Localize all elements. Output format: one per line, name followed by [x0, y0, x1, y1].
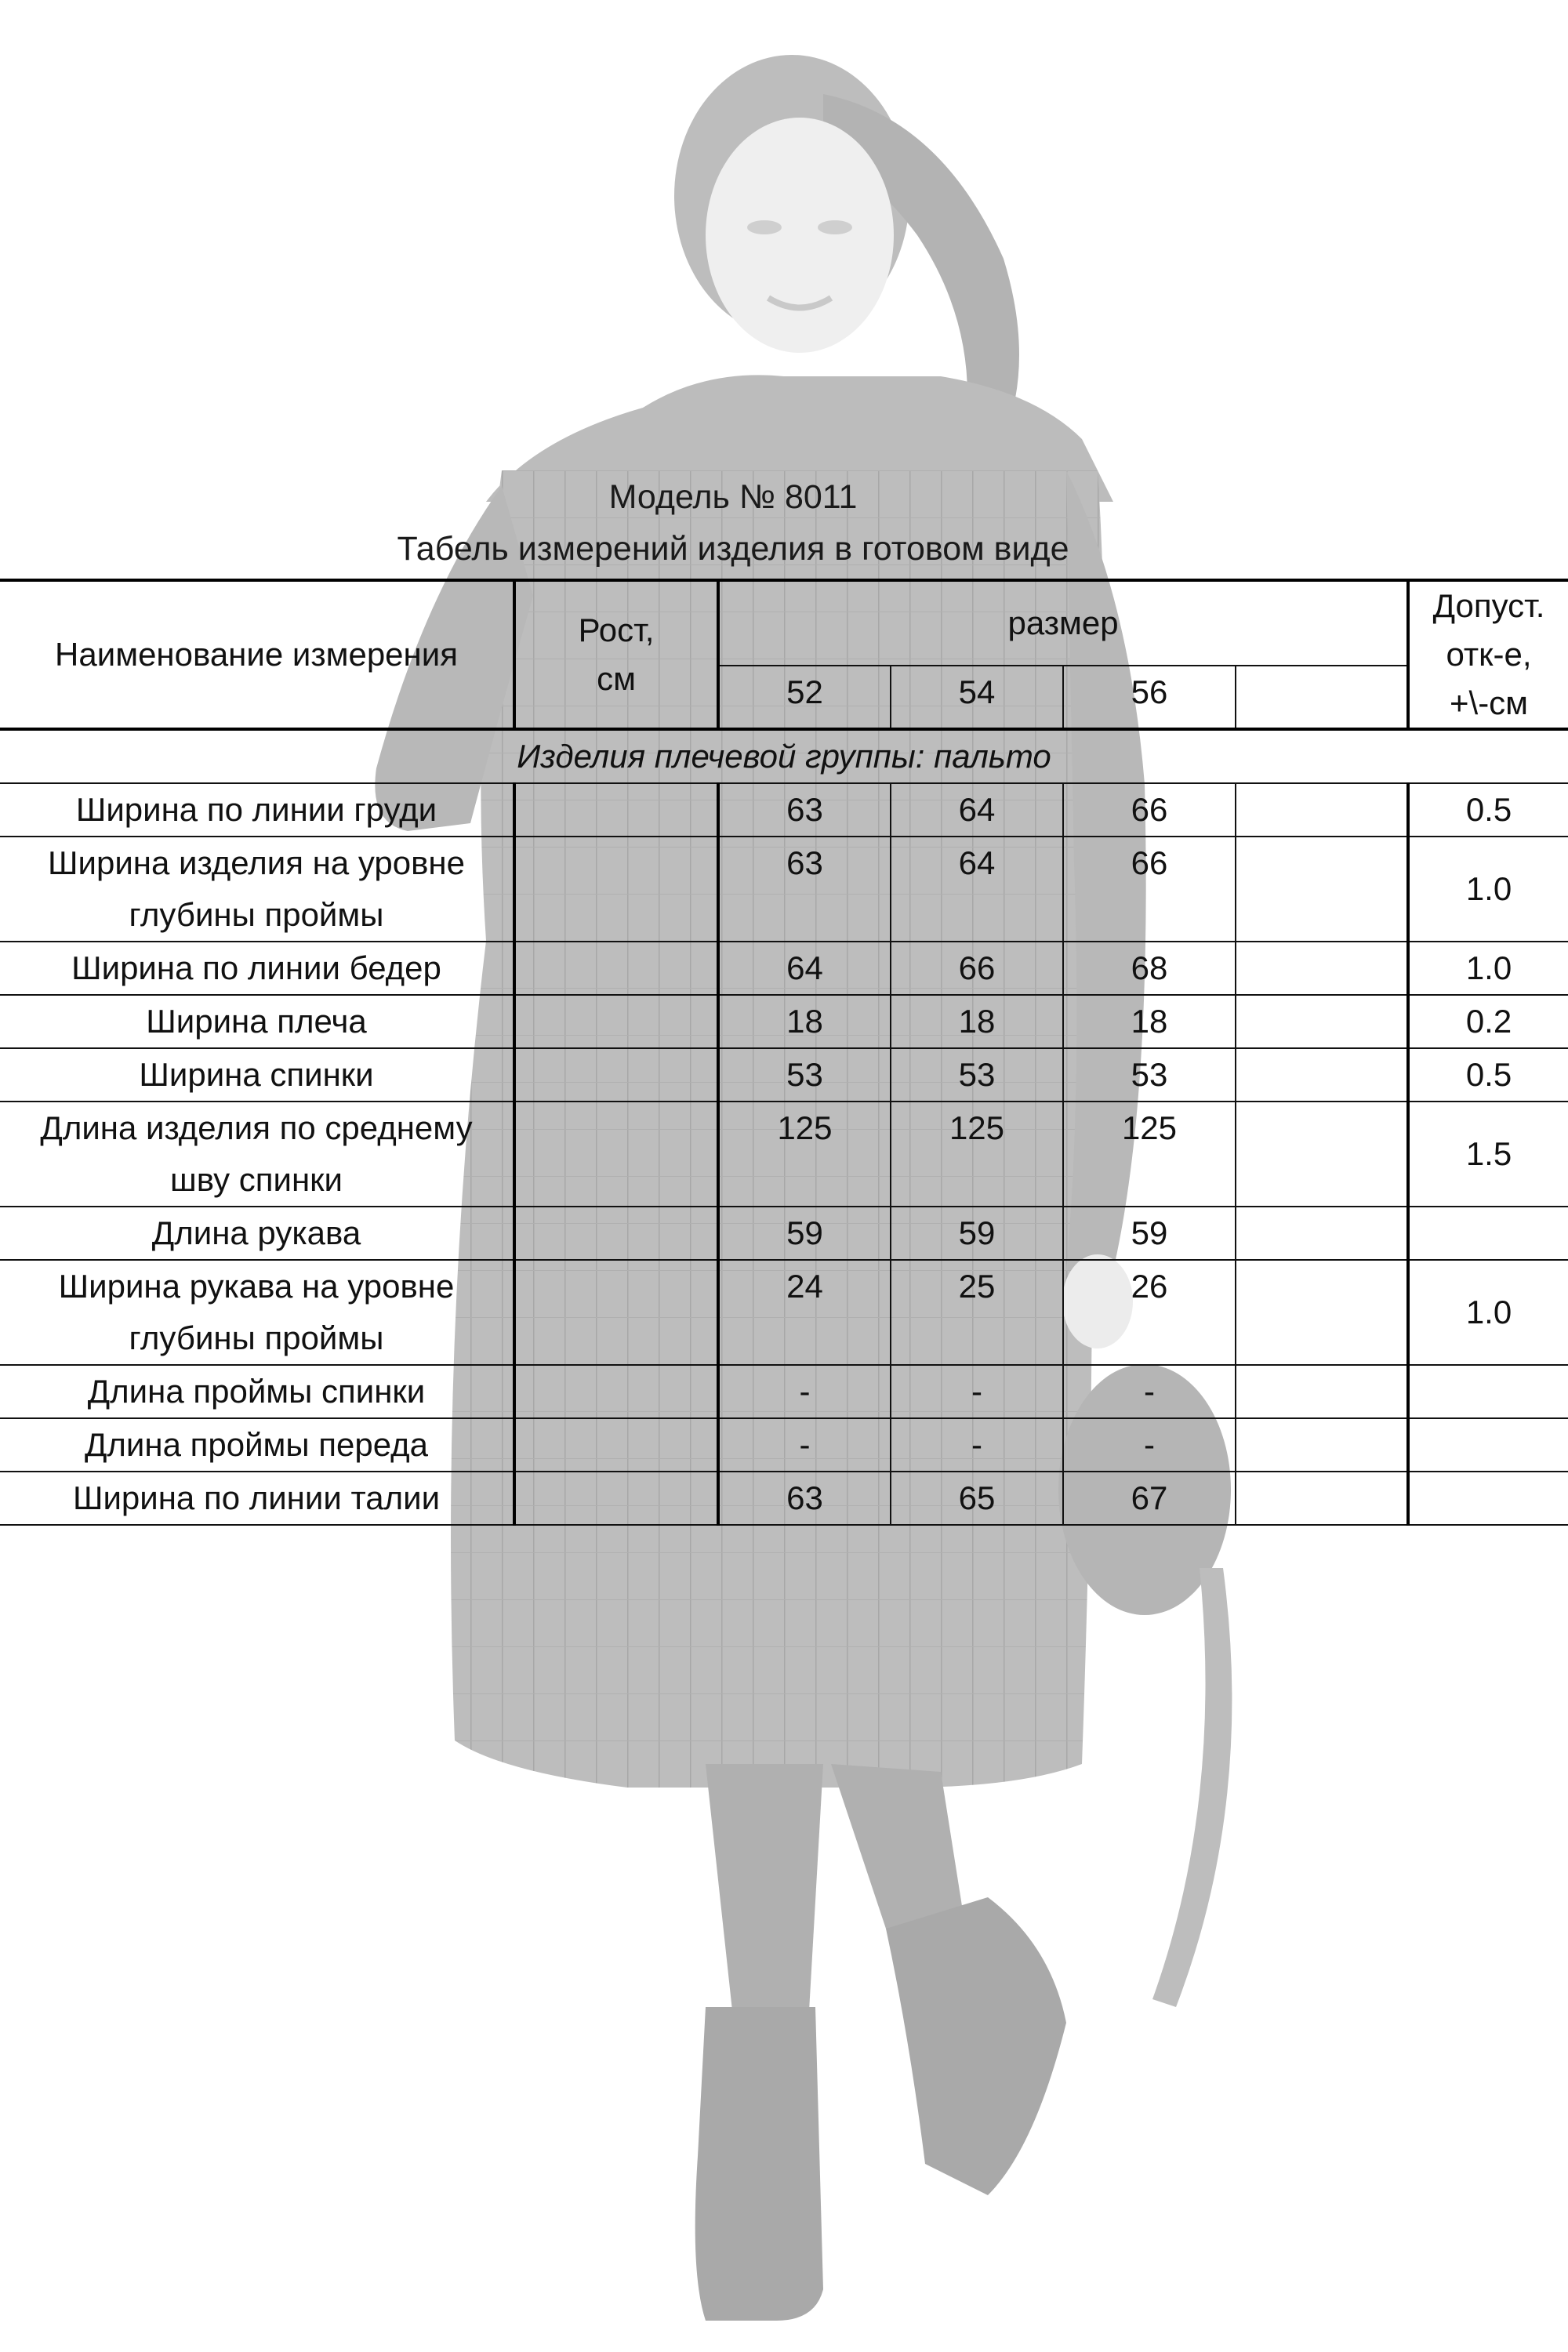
- tolerance-cell: 1.0: [1408, 837, 1568, 942]
- value-54: -: [891, 1365, 1063, 1418]
- value-56: 26: [1063, 1260, 1236, 1365]
- size-56: 56: [1063, 666, 1236, 729]
- value-empty: [1236, 783, 1408, 837]
- table-row: [0, 1207, 1568, 1260]
- height-cell: [514, 1418, 718, 1472]
- value-56: 68: [1063, 942, 1236, 995]
- value-empty: [1236, 995, 1408, 1048]
- value-54: 18: [891, 995, 1063, 1048]
- tolerance-cell: 1.0: [1408, 1260, 1568, 1365]
- value-empty: [1236, 1365, 1408, 1418]
- header-measurement-name: Наименование измерения: [0, 580, 514, 729]
- value-empty: [1236, 1048, 1408, 1102]
- header-height-line2: см: [597, 660, 636, 697]
- table-row: [0, 1418, 1568, 1472]
- boot-left: [695, 2007, 823, 2321]
- header-tolerance-line1: Допуст.: [1432, 587, 1545, 624]
- group-row: [0, 729, 1568, 783]
- value-56: 18: [1063, 995, 1236, 1048]
- value-54: 64: [891, 783, 1063, 837]
- table-row: [0, 1102, 1568, 1207]
- size-empty: [1236, 666, 1408, 729]
- measure-name-line1: Ширина изделия на уровне: [48, 844, 465, 881]
- measure-name-line2: глубины проймы: [129, 896, 384, 933]
- measure-name-line2: глубины проймы: [129, 1319, 384, 1356]
- model-number: Модель № 8011: [608, 478, 858, 516]
- value-52: -: [718, 1365, 891, 1418]
- height-cell: [514, 1207, 718, 1260]
- measure-name: Ширина по линии бедер: [0, 942, 514, 995]
- table-row: [0, 995, 1568, 1048]
- height-cell: [514, 1102, 718, 1207]
- value-56: 59: [1063, 1207, 1236, 1260]
- tolerance-cell: 0.5: [1408, 1048, 1568, 1102]
- table-row: [0, 1048, 1568, 1102]
- face-shape: [706, 118, 894, 353]
- measure-name-line1: Ширина рукава на уровне: [58, 1268, 455, 1305]
- size-54: 54: [891, 666, 1063, 729]
- tolerance-cell: 0.2: [1408, 995, 1568, 1048]
- table-row: [0, 1260, 1568, 1365]
- tolerance-cell: [1408, 1472, 1568, 1525]
- measure-name: Ширина спинки: [0, 1048, 514, 1102]
- header-size: размер: [718, 580, 1408, 666]
- table-row: [0, 1365, 1568, 1418]
- table-row: [0, 942, 1568, 995]
- value-56: 66: [1063, 837, 1236, 942]
- measure-name: Ширина по линии талии: [0, 1472, 514, 1525]
- height-cell: [514, 837, 718, 942]
- value-52: 59: [718, 1207, 891, 1260]
- value-empty: [1236, 1207, 1408, 1260]
- value-52: 64: [718, 942, 891, 995]
- measure-name: [0, 1102, 514, 1207]
- value-52: 63: [718, 837, 891, 942]
- value-52: 125: [718, 1102, 891, 1207]
- table-row: [0, 837, 1568, 942]
- header-row: [0, 580, 1568, 666]
- value-56: 125: [1063, 1102, 1236, 1207]
- table-row: [0, 783, 1568, 837]
- measure-name: Ширина плеча: [0, 995, 514, 1048]
- tolerance-cell: 1.0: [1408, 942, 1568, 995]
- height-cell: [514, 1472, 718, 1525]
- header-tolerance-line2: отк-е,: [1446, 636, 1532, 673]
- value-56: -: [1063, 1365, 1236, 1418]
- height-cell: [514, 1260, 718, 1365]
- header-tolerance: [1408, 580, 1568, 729]
- measurement-table: [0, 579, 1568, 1526]
- value-54: 65: [891, 1472, 1063, 1525]
- measure-name-line2: шву спинки: [170, 1161, 343, 1198]
- value-52: 24: [718, 1260, 891, 1365]
- measure-name: [0, 837, 514, 942]
- value-56: -: [1063, 1418, 1236, 1472]
- value-56: 67: [1063, 1472, 1236, 1525]
- measure-name: [0, 1260, 514, 1365]
- measure-name: Длина проймы переда: [0, 1418, 514, 1472]
- value-52: 53: [718, 1048, 891, 1102]
- height-cell: [514, 783, 718, 837]
- size-52: 52: [718, 666, 891, 729]
- value-52: 18: [718, 995, 891, 1048]
- value-56: 53: [1063, 1048, 1236, 1102]
- value-54: 66: [891, 942, 1063, 995]
- value-54: 125: [891, 1102, 1063, 1207]
- tolerance-cell: [1408, 1418, 1568, 1472]
- tolerance-cell: 0.5: [1408, 783, 1568, 837]
- measure-name-line1: Длина изделия по среднему: [40, 1109, 473, 1146]
- value-empty: [1236, 1418, 1408, 1472]
- measure-name: Длина проймы спинки: [0, 1365, 514, 1418]
- value-empty: [1236, 942, 1408, 995]
- header-height: [514, 580, 718, 729]
- table-row: [0, 1472, 1568, 1525]
- boot-right: [886, 1897, 1066, 2195]
- value-52: -: [718, 1418, 891, 1472]
- value-empty: [1236, 1472, 1408, 1525]
- height-cell: [514, 1048, 718, 1102]
- measure-name: Длина рукава: [0, 1207, 514, 1260]
- value-54: 25: [891, 1260, 1063, 1365]
- value-52: 63: [718, 783, 891, 837]
- value-54: 53: [891, 1048, 1063, 1102]
- value-54: -: [891, 1418, 1063, 1472]
- value-52: 63: [718, 1472, 891, 1525]
- header-height-line1: Рост,: [578, 612, 655, 648]
- value-54: 64: [891, 837, 1063, 942]
- height-cell: [514, 1365, 718, 1418]
- header-tolerance-line3: +\-см: [1450, 684, 1529, 721]
- tolerance-cell: [1408, 1207, 1568, 1260]
- value-56: 66: [1063, 783, 1236, 837]
- value-empty: [1236, 1260, 1408, 1365]
- group-title: Изделия плечевой группы: пальто: [0, 729, 1568, 783]
- value-empty: [1236, 1102, 1408, 1207]
- height-cell: [514, 995, 718, 1048]
- value-empty: [1236, 837, 1408, 942]
- measure-name: Ширина по линии груди: [0, 783, 514, 837]
- tolerance-cell: [1408, 1365, 1568, 1418]
- tolerance-cell: 1.5: [1408, 1102, 1568, 1207]
- value-54: 59: [891, 1207, 1063, 1260]
- table-title: Табель измерений изделия в готовом виде: [397, 530, 1069, 568]
- height-cell: [514, 942, 718, 995]
